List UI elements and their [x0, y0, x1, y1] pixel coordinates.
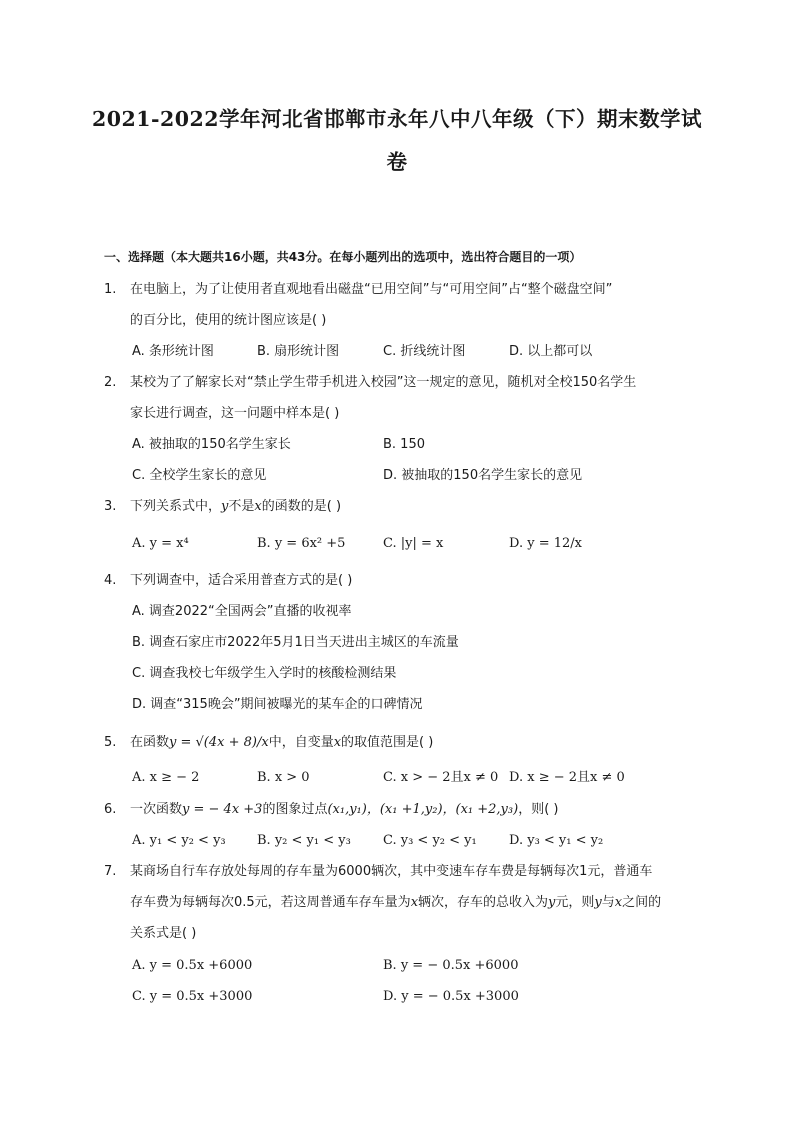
exam-title-line2: 卷: [386, 150, 408, 174]
question-stem: 下列关系式中，y不是x的函数的是( ): [130, 499, 342, 514]
option-b[interactable]: B. 调查石家庄市2022年5月1日当天进出主城区的车流量: [132, 635, 459, 650]
question-number: 4.: [104, 573, 117, 588]
question-number: 3.: [104, 499, 117, 514]
option-c[interactable]: C. |y| = x: [383, 536, 444, 551]
exam-title: [60, 98, 734, 184]
question-stem: 某商场自行车存放处每周的存车量为6000辆次，其中变速车存车费是每辆每次1元，普通车: [130, 864, 653, 879]
option-a[interactable]: A. 调查2022“全国两会”直播的收视率: [132, 604, 352, 619]
option-a[interactable]: A. y = x⁴: [132, 536, 189, 551]
exam-title-line1: 2021-2022学年河北省邯郸市永年八中八年级（下）期末数学试: [91, 107, 703, 131]
option-b[interactable]: B. 扇形统计图: [257, 344, 340, 359]
option-c[interactable]: C. x > − 2且x ≠ 0: [383, 770, 499, 785]
question-stem: 家长进行调查，这一问题中样本是( ): [130, 406, 340, 421]
option-b[interactable]: B. y = 6x² +5: [257, 536, 346, 551]
question-stem: 关系式是( ): [130, 926, 197, 941]
option-a[interactable]: A. y = 0.5x +6000: [132, 958, 253, 973]
option-c[interactable]: C. 调查我校七年级学生入学时的核酸检测结果: [132, 666, 397, 681]
option-b[interactable]: B. x > 0: [257, 770, 310, 785]
option-a[interactable]: A. y₁ < y₂ < y₃: [132, 833, 226, 848]
option-d[interactable]: D. y = − 0.5x +3000: [383, 989, 519, 1004]
question-stem: 一次函数y = − 4x +3的图象过点(x₁,y₁)，(x₁ +1,y₂)，(x₁ +2,y₃)，则( ): [130, 802, 559, 817]
question-stem: 某校为了了解家长对“禁止学生带手机进入校园”这一规定的意见，随机对全校150名学生: [130, 375, 637, 390]
section-heading: 一、选择题（本大题共16小题，共43分。在每小题列出的选项中，选出符合题目的一项）: [104, 250, 582, 264]
option-c[interactable]: C. 折线统计图: [383, 344, 466, 359]
option-b[interactable]: B. 150: [383, 437, 425, 452]
option-a[interactable]: A. 条形统计图: [132, 344, 214, 359]
question-number: 6.: [104, 802, 117, 817]
option-d[interactable]: D. y = 12/x: [509, 536, 582, 551]
question-stem: 在函数y = √(4x + 8)/x中，自变量x的取值范围是( ): [130, 735, 434, 750]
option-b[interactable]: B. y₂ < y₁ < y₃: [257, 833, 351, 848]
question-number: 1.: [104, 282, 117, 297]
option-c[interactable]: C. y₃ < y₂ < y₁: [383, 833, 477, 848]
option-d[interactable]: D. y₃ < y₁ < y₂: [509, 833, 604, 848]
option-a[interactable]: A. 被抽取的150名学生家长: [132, 437, 291, 452]
option-d[interactable]: D. 被抽取的150名学生家长的意见: [383, 468, 583, 483]
function-formula: y = √(4x + 8)/x: [169, 735, 269, 750]
question-stem: 存车费为每辆每次0.5元，若这周普通车存车量为x辆次，存车的总收入为y元，则y与x之间的: [130, 895, 662, 910]
option-d[interactable]: D. 调查“315晚会”期间被曝光的某车企的口碑情况: [132, 697, 423, 712]
option-a[interactable]: A. x ≥ − 2: [132, 770, 200, 785]
question-number: 7.: [104, 864, 117, 879]
option-c[interactable]: C. y = 0.5x +3000: [132, 989, 253, 1004]
question-stem: 下列调查中，适合采用普查方式的是( ): [130, 573, 353, 588]
question-stem: 在电脑上，为了让使用者直观地看出磁盘“已用空间”与“可用空间”占“整个磁盘空间”: [130, 282, 613, 297]
question-number: 5.: [104, 735, 117, 750]
question-number: 2.: [104, 375, 117, 390]
question-stem: 的百分比，使用的统计图应该是( ): [130, 313, 327, 328]
option-d[interactable]: D. x ≥ − 2且x ≠ 0: [509, 770, 625, 785]
option-c[interactable]: C. 全校学生家长的意见: [132, 468, 267, 483]
option-d[interactable]: D. 以上都可以: [509, 344, 593, 359]
option-b[interactable]: B. y = − 0.5x +6000: [383, 958, 519, 973]
